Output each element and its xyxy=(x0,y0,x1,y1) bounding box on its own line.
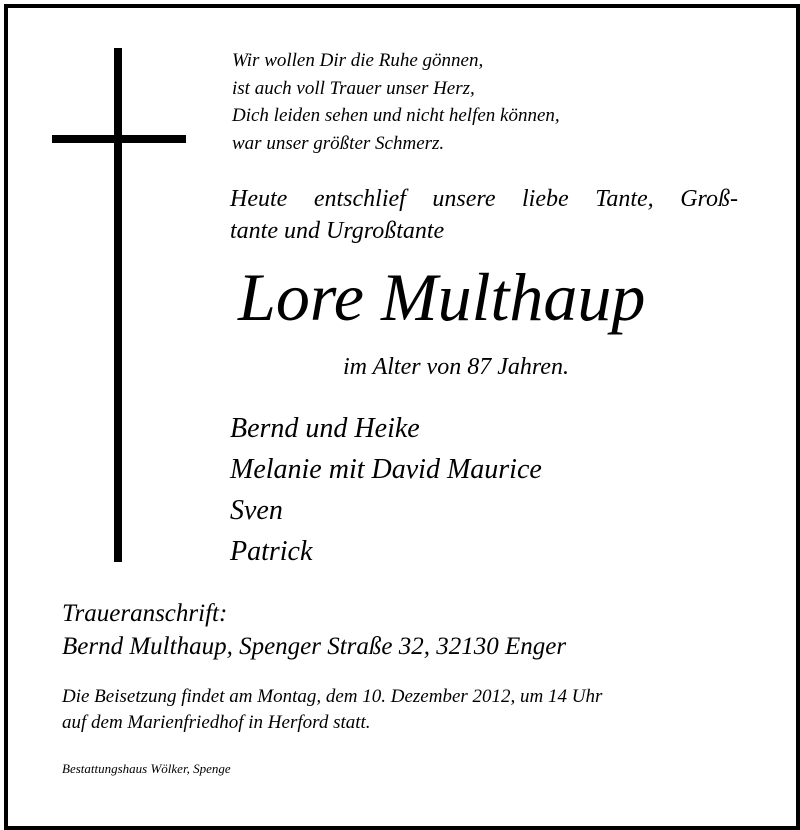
address-label: Traueranschrift: xyxy=(62,600,228,627)
poem-line: Dich leiden sehen und nicht helfen können, xyxy=(232,105,560,126)
address-line: Bernd Multhaup, Spenger Straße 32, 32130 Enger xyxy=(62,633,567,660)
mourner: Patrick xyxy=(230,536,313,567)
deceased-age: im Alter von 87 Jahren. xyxy=(343,354,569,380)
announcement-word: Groß- xyxy=(680,186,738,212)
announcement-line-1 xyxy=(230,183,738,215)
poem-line: war unser größter Schmerz. xyxy=(232,132,445,154)
announcement-line-2: tante und Urgroßtante xyxy=(230,218,445,244)
mourner: Sven xyxy=(230,495,283,526)
announcement-word: entschlief xyxy=(313,186,406,212)
funeral-info xyxy=(62,684,762,736)
mourning-address xyxy=(62,597,762,663)
announcement-word: liebe xyxy=(522,186,569,212)
mourner: Melanie mit David Maurice xyxy=(230,454,542,485)
announcement-word: Heute xyxy=(230,186,288,212)
funeral-line: Die Beisetzung findet am Montag, dem 10. Dezember 2012, um 14 Uhr xyxy=(62,686,603,707)
mourner: Bernd und Heike xyxy=(230,413,420,444)
poem-line: Wir wollen Dir die Ruhe gönnen, xyxy=(232,50,484,71)
announcement-word: unsere xyxy=(432,186,496,212)
poem-line: ist auch voll Trauer unser Herz, xyxy=(232,77,475,99)
announcement-word: Tante, xyxy=(595,186,654,212)
mourners-list xyxy=(230,408,750,572)
funeral-line: auf dem Marienfriedhof in Herford statt. xyxy=(62,712,371,733)
poem xyxy=(232,47,752,157)
cross-icon-crossbar xyxy=(52,135,186,143)
cross-icon xyxy=(114,48,122,562)
deceased-name: Lore Multhaup xyxy=(238,259,646,335)
death-announcement xyxy=(230,183,750,247)
undertaker-credit: Bestattungshaus Wölker, Spenge xyxy=(62,761,231,776)
